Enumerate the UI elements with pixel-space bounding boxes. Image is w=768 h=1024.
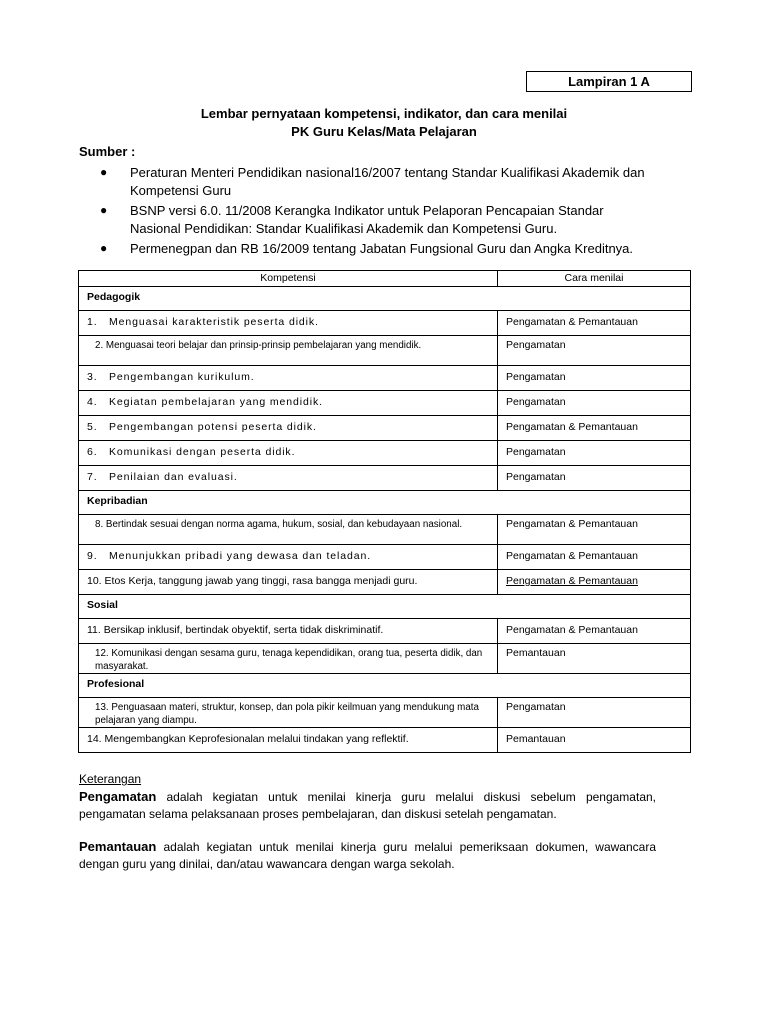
- item-number: 9.: [87, 550, 98, 562]
- header-kompetensi: Kompetensi: [79, 271, 498, 287]
- method-cell: Pemantauan: [498, 728, 691, 753]
- method-cell: Pengamatan: [498, 441, 691, 466]
- source-list: [92, 164, 652, 261]
- item-text: Komunikasi dengan sesama guru, tenaga kependidikan, orang tua, peserta didik, dan masyarakat.: [95, 648, 483, 672]
- bullet-icon: ●: [100, 165, 108, 179]
- pemantauan-text: adalah kegiatan untuk menilai kinerja guru melalui pemeriksaan dokumen, wawancara dengan guru yang dinilai, dan/atau wawancara dengan warga sekolah.: [79, 840, 657, 871]
- pengamatan-term: Pengamatan: [79, 789, 157, 804]
- item-text: Bersikap inklusif, bertindak obyektif, serta tidak diskriminatif.: [103, 624, 384, 636]
- item-text: Penilaian dan evaluasi.: [109, 471, 238, 483]
- method-cell: Pemantauan: [498, 644, 691, 674]
- item-number: 6.: [87, 446, 98, 458]
- category-row: [79, 674, 691, 698]
- document-title-line2: PK Guru Kelas/Mata Pelajaran: [291, 124, 477, 139]
- item-text: Etos Kerja, tanggung jawab yang tinggi, rasa bangga menjadi guru.: [104, 575, 418, 587]
- competency-table: [78, 270, 691, 753]
- competency-cell: [79, 366, 498, 391]
- item-number: 7.: [87, 471, 98, 483]
- item-number: 11.: [87, 624, 101, 636]
- header-cara-menilai: Cara menilai: [498, 271, 691, 287]
- pengamatan-definition: [79, 789, 656, 822]
- category-profesional: Profesional: [79, 674, 691, 698]
- competency-cell: [79, 515, 498, 545]
- table-header-row: [79, 271, 691, 287]
- table-row: [79, 366, 691, 391]
- table-row: [79, 728, 691, 753]
- category-row: [79, 595, 691, 619]
- method-cell: Pengamatan & Pemantauan: [498, 311, 691, 336]
- category-kepribadian: Kepribadian: [79, 491, 691, 515]
- item-number: 13.: [95, 702, 109, 713]
- document-title-line1: Lembar pernyataan kompetensi, indikator, dan cara menilai: [200, 106, 568, 121]
- competency-cell: [79, 644, 498, 674]
- pemantauan-term: Pemantauan: [79, 839, 157, 854]
- item-number: 4.: [87, 396, 98, 408]
- item-text: Menunjukkan pribadi yang dewasa dan teladan.: [109, 550, 372, 562]
- item-text: Penguasaan materi, struktur, konsep, dan pola pikir keilmuan yang mendukung mata pelajaran yang diampu.: [95, 702, 479, 726]
- keterangan-title: Keterangan: [79, 772, 142, 786]
- source-item: [92, 164, 652, 199]
- competency-cell: [79, 336, 498, 366]
- item-text: Komunikasi dengan peserta didik.: [109, 446, 296, 458]
- table-row: [79, 391, 691, 416]
- table-row: [79, 545, 691, 570]
- pemantauan-definition: [79, 839, 656, 872]
- method-cell: Pengamatan & Pemantauan: [498, 619, 691, 644]
- table-row: [79, 515, 691, 545]
- method-cell: Pengamatan: [498, 366, 691, 391]
- source-item: [92, 202, 652, 237]
- competency-cell: [79, 311, 498, 336]
- pengamatan-text: adalah kegiatan untuk menilai kinerja guru melalui diskusi sebelum pengamatan, pengamatan selama pelaksanaan proses pembelajaran, dan diskusi setelah pengamatan.: [79, 790, 656, 821]
- item-text: Bertindak sesuai dengan norma agama, hukum, sosial, dan kebudayaan nasional.: [105, 519, 463, 530]
- source-text: Permenegpan dan RB 16/2009 tentang Jabatan Fungsional Guru dan Angka Kreditnya.: [130, 241, 634, 256]
- item-number: 2.: [95, 340, 104, 351]
- table-row: [79, 698, 691, 728]
- bullet-icon: ●: [100, 203, 108, 217]
- method-cell: Pengamatan: [498, 466, 691, 491]
- source-text: BSNP versi 6.0. 11/2008 Kerangka Indikator untuk Pelaporan Pencapaian Standar Nasional Pendidikan: Standar Kualifikasi Akademik dan Kompetensi Guru.: [130, 203, 604, 236]
- item-number: 1.: [87, 316, 98, 328]
- competency-cell: [79, 545, 498, 570]
- table-row: [79, 441, 691, 466]
- item-text: Menguasai karakteristik peserta didik.: [109, 316, 319, 328]
- method-cell: Pengamatan & Pemantauan: [498, 515, 691, 545]
- competency-cell: [79, 416, 498, 441]
- table-row: [79, 619, 691, 644]
- table-row: [79, 311, 691, 336]
- method-cell: Pengamatan & Pemantauan: [498, 545, 691, 570]
- table-row: [79, 466, 691, 491]
- item-number: 8.: [95, 519, 104, 530]
- sumber-label: Sumber :: [79, 144, 136, 159]
- method-cell: Pengamatan: [498, 336, 691, 366]
- table-row: [79, 416, 691, 441]
- bullet-icon: ●: [100, 241, 108, 255]
- category-pedagogik: Pedagogik: [79, 287, 691, 311]
- method-cell: Pengamatan: [498, 391, 691, 416]
- competency-cell: [79, 391, 498, 416]
- method-cell: Pengamatan & Pemantauan: [498, 570, 691, 595]
- item-number: 10.: [87, 575, 102, 587]
- source-text: Peraturan Menteri Pendidikan nasional16/2007 tentang Standar Kualifikasi Akademik dan Kompetensi Guru: [130, 165, 645, 198]
- competency-cell: [79, 570, 498, 595]
- category-row: [79, 491, 691, 515]
- competency-cell: [79, 728, 498, 753]
- item-text: Pengembangan kurikulum.: [109, 371, 255, 383]
- table-row: [79, 644, 691, 674]
- table-row: [79, 336, 691, 366]
- competency-cell: [79, 698, 498, 728]
- competency-cell: [79, 441, 498, 466]
- category-row: [79, 287, 691, 311]
- item-number: 3.: [87, 371, 98, 383]
- source-item: [92, 240, 652, 258]
- table-row: [79, 570, 691, 595]
- method-cell: Pengamatan & Pemantauan: [498, 416, 691, 441]
- item-text: Kegiatan pembelajaran yang mendidik.: [109, 396, 323, 408]
- item-number: 14.: [87, 733, 102, 745]
- item-text: Pengembangan potensi peserta didik.: [109, 421, 317, 433]
- method-cell: Pengamatan: [498, 698, 691, 728]
- lampiran-label: Lampiran 1 A: [526, 71, 692, 92]
- item-number: 12.: [95, 648, 109, 659]
- competency-cell: [79, 466, 498, 491]
- item-number: 5.: [87, 421, 98, 433]
- competency-cell: [79, 619, 498, 644]
- item-text: Mengembangkan Keprofesionalan melalui tindakan yang reflektif.: [104, 733, 409, 745]
- item-text: Menguasai teori belajar dan prinsip-prinsip pembelajaran yang mendidik.: [105, 340, 422, 351]
- category-sosial: Sosial: [79, 595, 691, 619]
